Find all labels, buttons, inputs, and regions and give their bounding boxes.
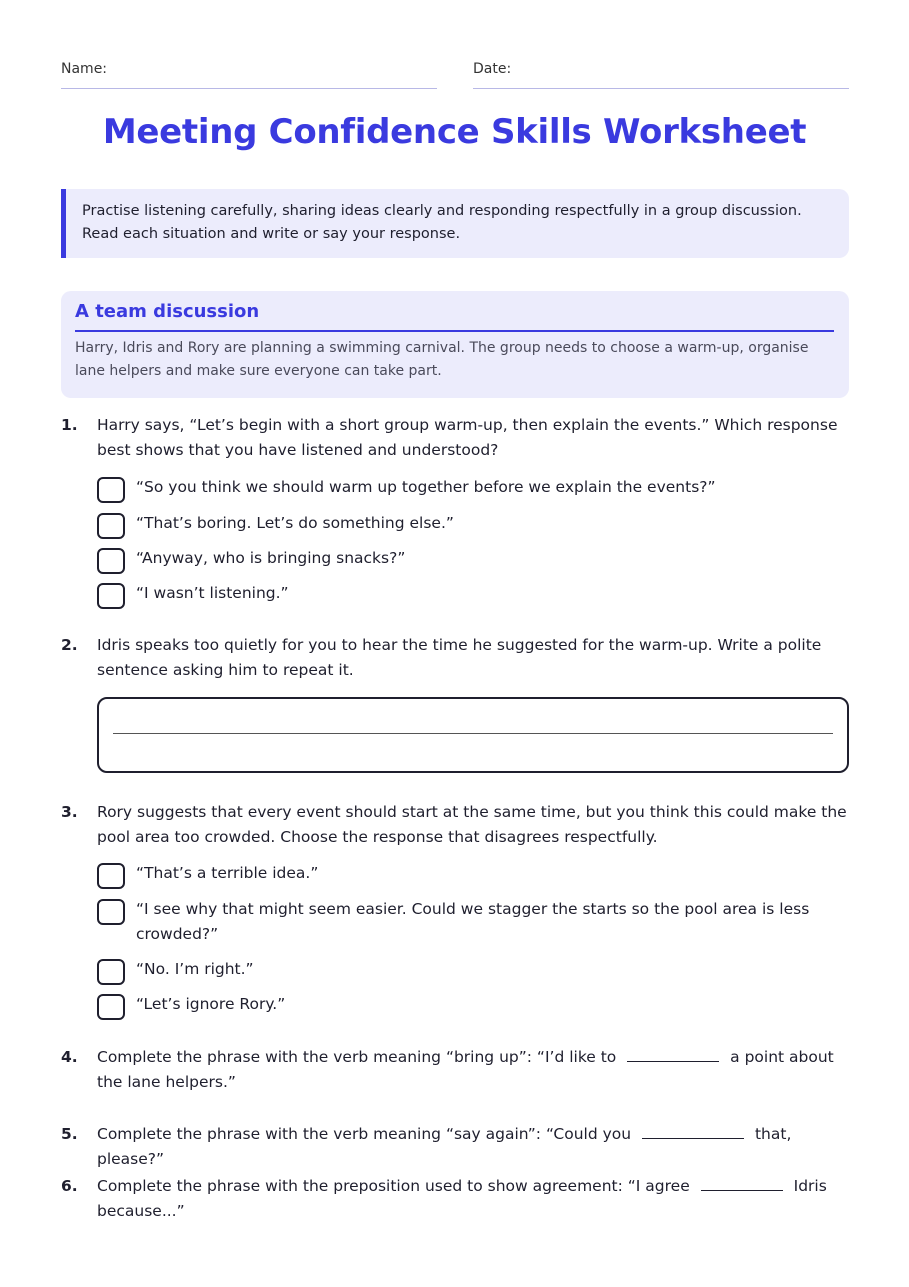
checkbox[interactable]: [97, 548, 125, 574]
answer-box[interactable]: [97, 697, 849, 773]
name-field[interactable]: [61, 61, 437, 89]
question-number: 4.: [61, 1048, 78, 1066]
name-label: Name:: [61, 61, 108, 77]
checkbox[interactable]: [97, 583, 125, 609]
context-panel: [61, 291, 849, 398]
question-text: Harry says, “Let’s begin with a short group warm-up, then explain the events.” Which response best shows that you have listened and understood?: [97, 416, 838, 459]
question-number: 6.: [61, 1177, 78, 1195]
intro-text: Practise listening carefully, sharing ideas clearly and responding respectfully in a group discussion. Read each situation and write or say your response.: [82, 203, 802, 242]
question-text-before: Complete the phrase with the verb meaning “say again”: “Could you: [97, 1125, 632, 1143]
question-1: [61, 413, 849, 463]
option-label: “That’s a terrible idea.”: [136, 864, 319, 882]
question-2: [61, 633, 849, 683]
question-text: Idris speaks too quietly for you to hear the time he suggested for the warm-up. Write a polite sentence asking him to repeat it.: [97, 636, 822, 679]
q3-option-d[interactable]: [97, 992, 849, 1017]
q1-option-b[interactable]: [97, 511, 849, 536]
checkbox[interactable]: [97, 477, 125, 503]
checkbox[interactable]: [97, 899, 125, 925]
option-label: “That’s boring. Let’s do something else.”: [136, 514, 454, 532]
checkbox[interactable]: [97, 994, 125, 1020]
q3-option-a[interactable]: [97, 861, 849, 886]
option-label: “I see why that might seem easier. Could we stagger the starts so the pool area is less crowded?”: [136, 900, 810, 943]
q1-option-c[interactable]: [97, 546, 849, 571]
question-text: Rory suggests that every event should start at the same time, but you think this could make the pool area too crowded. Choose the response that disagrees respectfully.: [97, 803, 847, 846]
option-label: “Anyway, who is bringing snacks?”: [136, 549, 406, 567]
question-3: [61, 800, 849, 850]
context-heading: A team discussion: [75, 301, 834, 332]
option-label: “Let’s ignore Rory.”: [136, 995, 286, 1013]
fill-in-blank[interactable]: [701, 1177, 783, 1191]
question-number: 1.: [61, 416, 78, 434]
date-label: Date:: [473, 61, 512, 77]
question-text-after: that, please?”: [97, 1125, 792, 1168]
fill-in-blank[interactable]: [627, 1048, 719, 1062]
page-title: Meeting Confidence Skills Worksheet: [102, 112, 807, 152]
date-field[interactable]: [473, 61, 849, 89]
checkbox[interactable]: [97, 863, 125, 889]
question-number: 3.: [61, 803, 78, 821]
question-text-after: a point about the lane helpers.”: [97, 1048, 834, 1091]
context-text: Harry, Idris and Rory are planning a swimming carnival. The group needs to choose a warm-up, organise lane helpers and make sure everyone can take part.: [75, 340, 809, 379]
question-text-before: Complete the phrase with the verb meaning “bring up”: “I’d like to: [97, 1048, 617, 1066]
question-5: [61, 1122, 849, 1172]
fill-in-blank[interactable]: [642, 1125, 744, 1139]
question-4: [61, 1045, 849, 1095]
question-text-before: Complete the phrase with the preposition used to show agreement: “I agree: [97, 1177, 690, 1195]
q3-option-b[interactable]: [97, 897, 849, 947]
q1-option-d[interactable]: [97, 581, 849, 606]
option-label: “So you think we should warm up together before we explain the events?”: [136, 478, 716, 496]
checkbox[interactable]: [97, 513, 125, 539]
q3-option-c[interactable]: [97, 957, 849, 982]
question-6: [61, 1174, 849, 1224]
option-label: “No. I’m right.”: [136, 960, 254, 978]
intro-callout: [61, 189, 849, 258]
answer-line: [113, 733, 833, 734]
question-text-after: Idris because...”: [97, 1177, 827, 1220]
option-label: “I wasn’t listening.”: [136, 584, 289, 602]
question-number: 2.: [61, 636, 78, 654]
checkbox[interactable]: [97, 959, 125, 985]
q1-option-a[interactable]: [97, 475, 849, 500]
question-number: 5.: [61, 1125, 78, 1143]
